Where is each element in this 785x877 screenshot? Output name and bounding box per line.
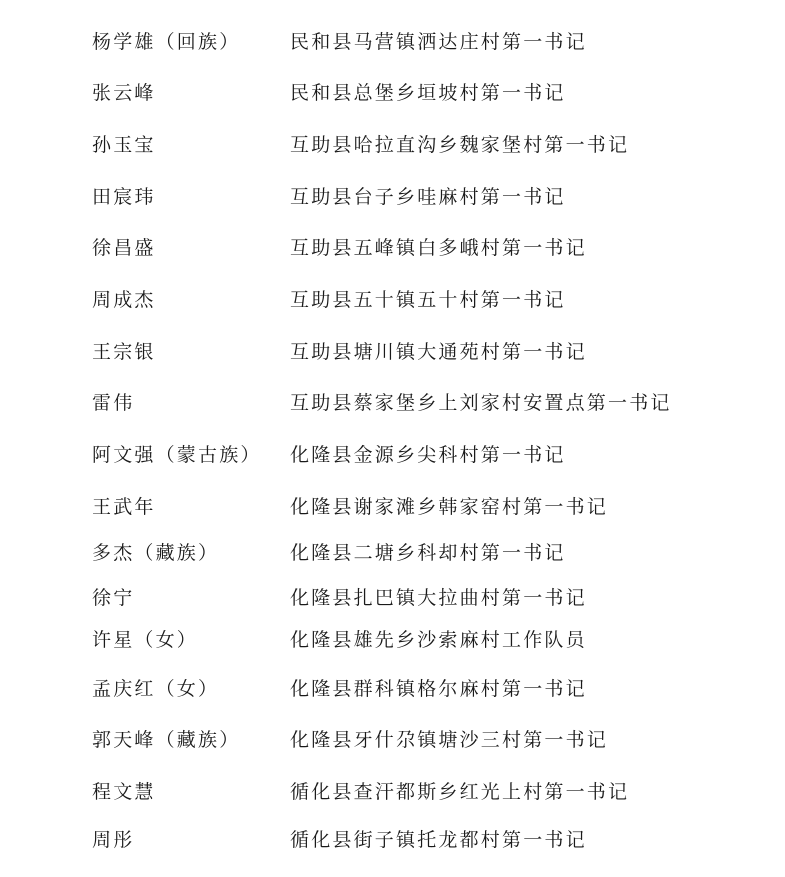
person-position: 化隆县扎巴镇大拉曲村第一书记 xyxy=(290,587,587,609)
person-name: 孟庆红（女） xyxy=(92,678,220,700)
person-name: 徐宁 xyxy=(92,587,135,609)
list-row xyxy=(0,777,785,807)
list-row xyxy=(0,625,785,655)
person-position: 互助县台子乡哇麻村第一书记 xyxy=(290,186,566,208)
person-position: 循化县街子镇托龙都村第一书记 xyxy=(290,829,587,851)
person-name: 郭天峰（藏族） xyxy=(92,729,241,751)
person-position: 民和县总堡乡垣坡村第一书记 xyxy=(290,82,566,104)
person-name: 多杰（藏族） xyxy=(92,542,220,564)
person-position: 化隆县群科镇格尔麻村第一书记 xyxy=(290,678,587,700)
person-name: 程文慧 xyxy=(92,781,156,803)
person-name: 许星（女） xyxy=(92,629,199,651)
person-position: 互助县哈拉直沟乡魏家堡村第一书记 xyxy=(290,134,630,156)
person-position: 化隆县牙什尕镇塘沙三村第一书记 xyxy=(290,729,609,751)
person-name: 周彤 xyxy=(92,829,135,851)
person-position: 互助县五十镇五十村第一书记 xyxy=(290,289,566,311)
person-position: 化隆县二塘乡科却村第一书记 xyxy=(290,542,566,564)
person-position: 互助县蔡家堡乡上刘家村安置点第一书记 xyxy=(290,392,672,414)
person-position: 循化县查汗都斯乡红光上村第一书记 xyxy=(290,781,630,803)
list-row xyxy=(0,130,785,160)
person-position: 互助县五峰镇白多峨村第一书记 xyxy=(290,237,587,259)
person-name: 周成杰 xyxy=(92,289,156,311)
list-row xyxy=(0,285,785,315)
list-row xyxy=(0,233,785,263)
list-row xyxy=(0,583,785,613)
person-position: 化隆县雄先乡沙索麻村工作队员 xyxy=(290,629,587,651)
list-row xyxy=(0,538,785,568)
list-row xyxy=(0,182,785,212)
list-row xyxy=(0,492,785,522)
list-row xyxy=(0,78,785,108)
person-name: 杨学雄（回族） xyxy=(92,31,241,53)
person-name: 雷伟 xyxy=(92,392,135,414)
person-name: 阿文强（蒙古族） xyxy=(92,444,262,466)
list-row xyxy=(0,825,785,855)
person-position: 化隆县谢家滩乡韩家窑村第一书记 xyxy=(290,496,609,518)
person-name: 徐昌盛 xyxy=(92,237,156,259)
list-row xyxy=(0,725,785,755)
person-name: 田宸玮 xyxy=(92,186,156,208)
person-name: 王宗银 xyxy=(92,341,156,363)
person-name: 孙玉宝 xyxy=(92,134,156,156)
list-row xyxy=(0,27,785,57)
list-row xyxy=(0,337,785,367)
person-name: 张云峰 xyxy=(92,82,156,104)
list-row xyxy=(0,440,785,470)
person-position: 互助县塘川镇大通苑村第一书记 xyxy=(290,341,587,363)
list-row xyxy=(0,388,785,418)
list-row xyxy=(0,674,785,704)
person-position: 民和县马营镇洒达庄村第一书记 xyxy=(290,31,587,53)
person-position: 化隆县金源乡尖科村第一书记 xyxy=(290,444,566,466)
person-name: 王武年 xyxy=(92,496,156,518)
